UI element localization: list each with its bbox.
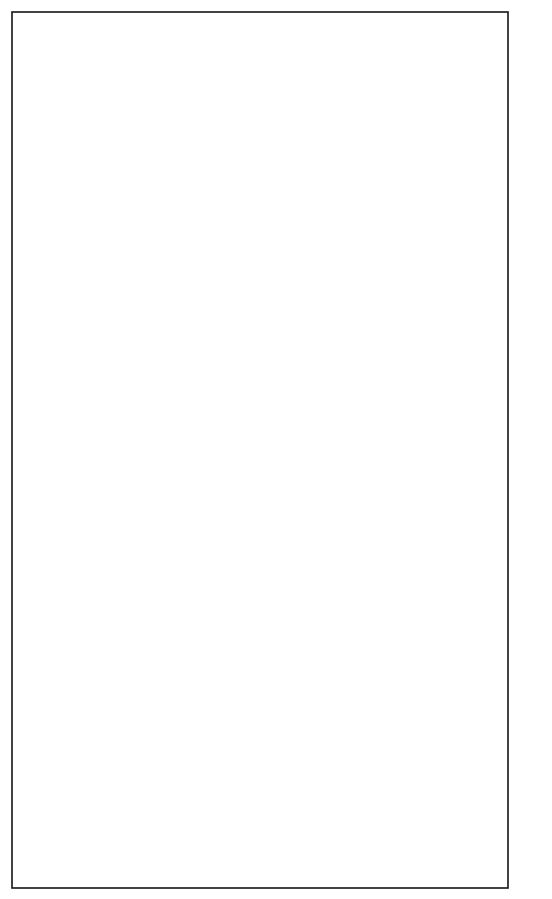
frame-border bbox=[12, 12, 508, 888]
